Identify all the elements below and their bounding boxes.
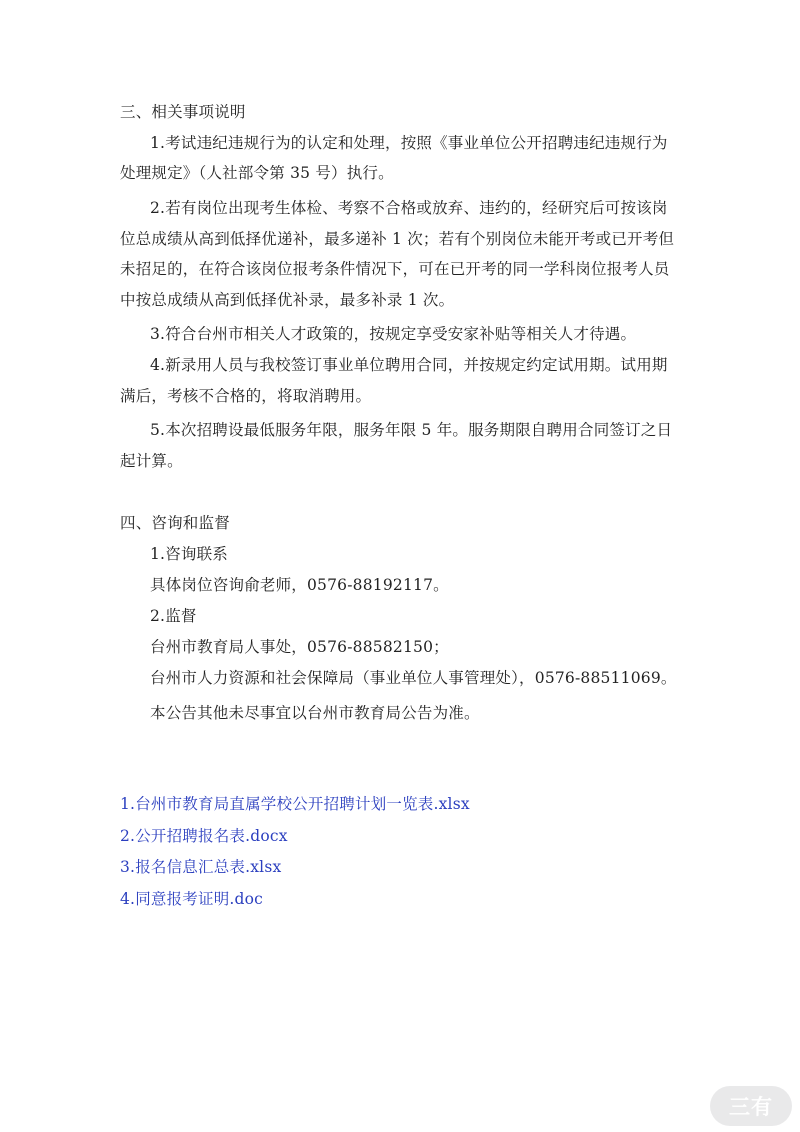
- attachment-link[interactable]: 4.同意报考证明.doc: [120, 890, 264, 908]
- paragraph-line: 未招足的，在符合该岗位报考条件情况下，可在已开考的同一学科岗位报考人员: [120, 260, 670, 278]
- paragraph-line: 满后，考核不合格的，将取消聘用。: [120, 387, 372, 405]
- paragraph-line: 4.新录用人员与我校签订事业单位聘用合同，并按规定约定试用期。试用期: [150, 356, 668, 374]
- paragraph-line: 1.考试违纪违规行为的认定和处理，按照《事业单位公开招聘违纪违规行为: [150, 134, 668, 152]
- watermark-logo: [710, 1086, 792, 1126]
- paragraph-line: 中按总成绩从高到低择优补录，最多补录 1 次。: [120, 291, 455, 309]
- paragraph-line: 起计算。: [120, 452, 183, 470]
- watermark-text: 三有: [729, 1095, 773, 1119]
- paragraph-line: 台州市教育局人事处，0576-88582150；: [150, 638, 449, 656]
- paragraph-line: 5.本次招聘设最低服务年限，服务年限 5 年。服务期限自聘用合同签订之日: [150, 421, 673, 439]
- paragraph-line: 1.咨询联系: [150, 545, 228, 563]
- paragraph-line: 具体岗位咨询俞老师，0576-88192117。: [150, 576, 449, 594]
- attachment-link[interactable]: 1.台州市教育局直属学校公开招聘计划一览表.xlsx: [120, 795, 470, 813]
- paragraph-line: 本公告其他未尽事宜以台州市教育局公告为准。: [150, 704, 480, 722]
- paragraph-line: 3.符合台州市相关人才政策的，按规定享受安家补贴等相关人才待遇。: [150, 325, 637, 343]
- attachment-link[interactable]: 3.报名信息汇总表.xlsx: [120, 858, 282, 876]
- paragraph-line: 处理规定》（人社部令第 35 号）执行。: [120, 164, 394, 182]
- paragraph-line: 台州市人力资源和社会保障局（事业单位人事管理处），0576-88511069。: [150, 669, 677, 687]
- paragraph-line: 2.监督: [150, 607, 197, 625]
- attachment-link[interactable]: 2.公开招聘报名表.docx: [120, 827, 288, 845]
- section-heading-consult: 四、咨询和监督: [120, 514, 230, 532]
- paragraph-line: 2.若有岗位出现考生体检、考察不合格或放弃、违约的，经研究后可按该岗: [150, 199, 668, 217]
- paragraph-line: 位总成绩从高到低择优递补，最多递补 1 次；若有个别岗位未能开考或已开考但: [120, 230, 675, 248]
- section-heading-notes: 三、相关事项说明: [120, 103, 246, 121]
